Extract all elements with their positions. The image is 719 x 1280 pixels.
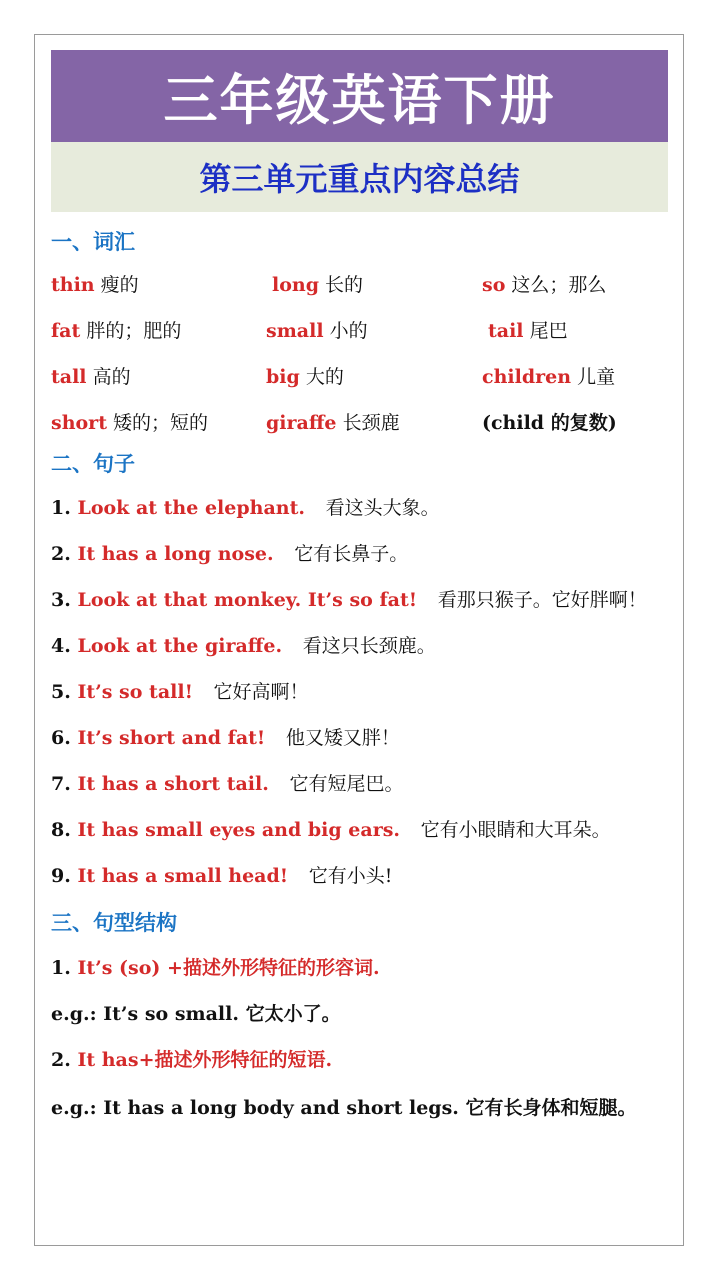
vocab-chinese: 小的 — [329, 320, 368, 342]
sentence-number: 5. — [51, 681, 71, 703]
pattern-number: 1. — [51, 957, 71, 979]
sentence-english: Look at that monkey. It’s so fat! — [77, 589, 418, 611]
sentence-chinese: 看那只猴子。它好胖啊！ — [437, 589, 647, 611]
sentence-item — [51, 585, 647, 612]
sentence-number: 3. — [51, 589, 71, 611]
vocab-chinese: 儿童 — [577, 366, 616, 388]
sentence-number: 7. — [51, 773, 71, 795]
sentence-chinese: 它有长鼻子。 — [294, 543, 409, 565]
vocab-english: short — [51, 412, 107, 434]
vocab-chinese: 长的 — [325, 274, 364, 296]
vocab-item — [482, 362, 615, 389]
example-label: e.g.: — [51, 1097, 97, 1119]
vocab-english: small — [266, 320, 324, 342]
section-heading-patterns: 三、句型结构 — [51, 911, 177, 935]
vocab-english: tall — [51, 366, 87, 388]
vocab-english: big — [266, 366, 300, 388]
sentence-english: It has a short tail. — [77, 773, 269, 795]
vocab-chinese: 大的 — [305, 366, 344, 388]
vocab-item — [266, 316, 368, 343]
vocab-item — [51, 316, 181, 343]
vocab-english: giraffe — [266, 412, 337, 434]
vocab-item — [266, 408, 400, 435]
sentence-chinese: 他又矮又胖！ — [285, 727, 400, 749]
vocab-item — [266, 362, 344, 389]
example-chinese: 它太小了。 — [245, 1003, 341, 1025]
sentence-chinese: 它有小头! — [308, 865, 393, 887]
pattern-item — [51, 953, 380, 980]
sentence-item — [51, 769, 403, 796]
sentence-item — [51, 723, 400, 750]
pattern-text: It has+描述外形特征的短语. — [77, 1049, 333, 1071]
sentence-item — [51, 493, 440, 520]
section-heading-sentences: 二、句子 — [51, 452, 135, 476]
page-subtitle: 第三单元重点内容总结 — [51, 142, 668, 212]
vocab-plural-note: (child 的复数) — [482, 412, 617, 434]
pattern-number: 2. — [51, 1049, 71, 1071]
sentence-number: 9. — [51, 865, 71, 887]
sentence-english: It has small eyes and big ears. — [77, 819, 401, 841]
page-title: 三年级英语下册 — [51, 50, 668, 142]
pattern-text: It’s (so) +描述外形特征的形容词. — [77, 957, 380, 979]
sentence-number: 1. — [51, 497, 71, 519]
sentence-english: It’s so tall! — [77, 681, 193, 703]
vocab-chinese: 尾巴 — [529, 320, 568, 342]
vocab-chinese: 瘦的 — [100, 274, 139, 296]
vocab-english: long — [272, 274, 319, 296]
sentence-english: Look at the giraffe. — [77, 635, 283, 657]
example-english: It’s so small. — [103, 1003, 239, 1025]
example-english: It has a long body and short legs. — [103, 1097, 459, 1119]
sentence-chinese: 它有小眼睛和大耳朵。 — [420, 819, 611, 841]
vocab-english: children — [482, 366, 572, 388]
sentence-chinese: 它好高啊！ — [213, 681, 309, 703]
vocab-chinese: 胖的；肥的 — [86, 320, 182, 342]
vocab-chinese: 高的 — [92, 366, 131, 388]
vocab-english: so — [482, 274, 506, 296]
sentence-number: 2. — [51, 543, 71, 565]
vocab-item — [488, 316, 568, 343]
pattern-item — [51, 1045, 332, 1072]
sentence-number: 4. — [51, 635, 71, 657]
sentence-item — [51, 861, 392, 888]
pattern-example — [51, 1093, 637, 1120]
sentence-english: Look at the elephant. — [77, 497, 305, 519]
sentence-item — [51, 631, 436, 658]
sentence-item — [51, 677, 309, 704]
vocab-item — [51, 270, 139, 297]
section-heading-vocabulary: 一、词汇 — [51, 230, 135, 254]
vocab-item — [51, 362, 131, 389]
vocab-item — [272, 270, 363, 297]
example-label: e.g.: — [51, 1003, 97, 1025]
sentence-chinese: 它有短尾巴。 — [289, 773, 404, 795]
vocab-item — [482, 270, 606, 297]
sentence-chinese: 看这头大象。 — [325, 497, 440, 519]
sentence-item — [51, 539, 408, 566]
vocab-chinese: 长颈鹿 — [342, 412, 400, 434]
sentence-item — [51, 815, 611, 842]
sentence-number: 6. — [51, 727, 71, 749]
sentence-english: It has a small head! — [77, 865, 289, 887]
vocab-english: fat — [51, 320, 81, 342]
vocab-note — [482, 408, 617, 435]
example-chinese: 它有长身体和短腿。 — [465, 1097, 637, 1119]
vocab-item — [51, 408, 208, 435]
sentence-chinese: 看这只长颈鹿。 — [302, 635, 436, 657]
vocab-chinese: 这么；那么 — [511, 274, 607, 296]
sentence-english: It’s short and fat! — [77, 727, 266, 749]
pattern-example — [51, 999, 341, 1026]
sentence-english: It has a long nose. — [77, 543, 274, 565]
vocab-english: tail — [488, 320, 524, 342]
sentence-number: 8. — [51, 819, 71, 841]
vocab-english: thin — [51, 274, 95, 296]
vocab-chinese: 矮的；短的 — [113, 412, 209, 434]
